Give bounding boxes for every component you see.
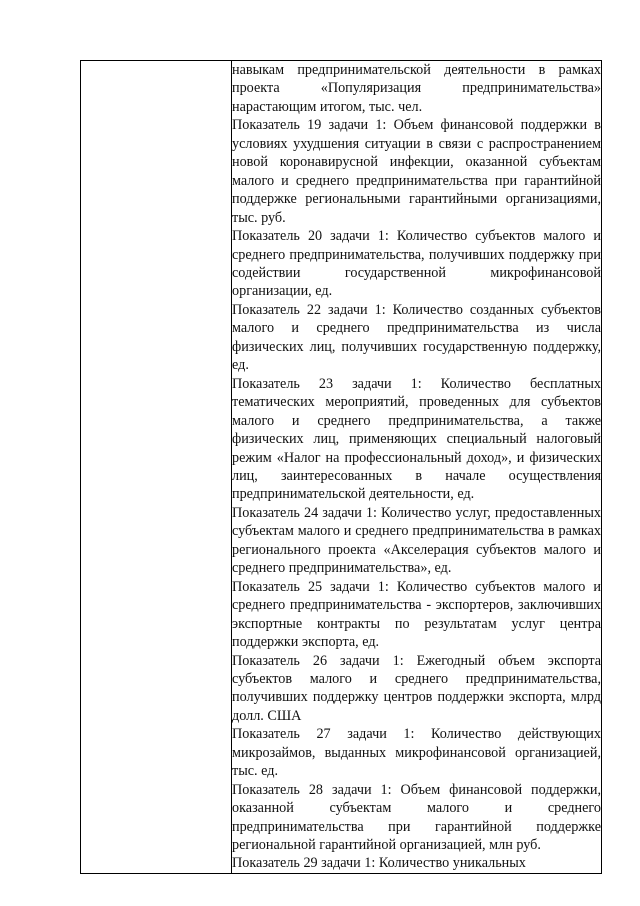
paragraph: Показатель 24 задачи 1: Количество услуг, предоставленных субъектам малого и среднего предпринимательства в рамках регионального проекта «Акселерация субъектов малого и среднего предпринимательства», ед.	[232, 504, 601, 577]
paragraph: Показатель 23 задачи 1: Количество бесплатных тематических мероприятий, проведенных для субъектов малого и среднего предпринимательства, а также физических лиц, применяющих специальный налоговый режим «Налог на профессиональный доход», и физических лиц, заинтересованных в начале осуществления предпринимательской деятельности, ед.	[232, 375, 601, 503]
paragraph: Показатель 28 задачи 1: Объем финансовой поддержки, оказанной субъектам малого и среднего предпринимательства при гарантийной поддержке региональной гарантийной организацией, млн руб.	[232, 781, 601, 854]
left-empty-cell	[81, 61, 232, 874]
indicators-cell	[232, 61, 602, 874]
paragraph: навыкам предпринимательской деятельности в рамках проекта «Популяризация предпринимательства» нарастающим итогом, тыс. чел.	[232, 62, 601, 115]
indicators-table	[80, 60, 602, 874]
paragraph: Показатель 22 задачи 1: Количество созданных субъектов малого и среднего предпринимательства из числа физических лиц, получивших государственную поддержку, ед.	[232, 301, 601, 374]
paragraph: Показатель 20 задачи 1: Количество субъектов малого и среднего предпринимательства, получивших поддержку при содействии государственной микрофинансовой организации, ед.	[232, 228, 601, 300]
paragraph: Показатель 19 задачи 1: Объем финансовой поддержки в условиях ухудшения ситуации в связи с распространением новой коронавирусной инфекции, оказанной субъектам малого и среднего предпринимательства при гарантийной поддержке региональными гарантийными организациями, тыс. руб.	[232, 117, 601, 226]
paragraph: Показатель 27 задачи 1: Количество действующих микрозаймов, выданных микрофинансовой организацией, тыс. ед.	[232, 726, 601, 780]
table-row	[81, 61, 602, 874]
paragraph: Показатель 29 задачи 1: Количество уникальных	[232, 855, 526, 872]
paragraph: Показатель 26 задачи 1: Ежегодный объем экспорта субъектов малого и среднего предпринимательства, получивших поддержку центров поддержки экспорта, млрд долл. США	[232, 652, 601, 724]
paragraph: Показатель 25 задачи 1: Количество субъектов малого и среднего предпринимательства - экспортеров, заключивших экспортные контракты по результатам услуг центра поддержки экспорта, ед.	[232, 578, 601, 651]
